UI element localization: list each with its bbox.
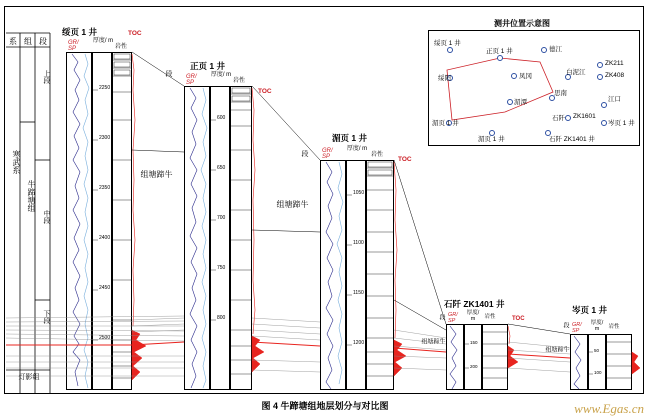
map-node-13[interactable] — [601, 102, 607, 108]
map-label-10: 湄页 1 井 — [432, 120, 459, 127]
map-label-13: 岑页 1 井 — [608, 120, 635, 127]
map-node-1[interactable] — [497, 55, 503, 61]
well4-gr-label: GR/ SP — [572, 322, 582, 334]
well0-depth-2: 2350 — [99, 185, 111, 191]
map-label-7: 白泥江 — [566, 69, 586, 76]
well2-depth-1: 1100 — [353, 240, 364, 246]
map-label-1: 正页 1 井 — [486, 48, 513, 55]
well3-depth-1: 200 — [470, 364, 478, 369]
map-node-0[interactable] — [447, 47, 453, 53]
map-node-5[interactable] — [597, 62, 603, 68]
well2-member-header: 段 — [301, 150, 308, 157]
map-node-12[interactable] — [601, 120, 607, 126]
map-node-2[interactable] — [541, 47, 547, 53]
map-label-16: 湄页 1 井 — [478, 136, 505, 143]
map-node-8[interactable] — [507, 99, 513, 105]
well1-lith-label: 岩性 — [232, 78, 245, 84]
well4-depth-0: 50 — [594, 348, 600, 353]
well0-depth-3: 2400 — [99, 235, 111, 241]
well2-toc-label: TOC — [398, 156, 412, 163]
well-title-1: 正页 1 井 — [190, 61, 225, 71]
well3-toc-label: TOC — [512, 316, 525, 322]
well1-depth-4: 800 — [217, 315, 226, 321]
inset-map-title: 测井位置示意图 — [494, 19, 550, 28]
well1-member-header: 段 — [165, 70, 172, 77]
well3-member-header: 段 — [438, 314, 444, 320]
well1-depth-0: 600 — [217, 115, 226, 121]
well0-toc-label: TOC — [128, 30, 142, 37]
strat-system-label: 寒武系 — [12, 150, 21, 174]
well1-gr-label: GR/ SP — [186, 74, 197, 86]
well2-depth-2: 1150 — [353, 290, 364, 296]
well2-depth-0: 1050 — [353, 190, 365, 196]
well1-toc-label: TOC — [258, 88, 272, 95]
map-node-6[interactable] — [597, 74, 603, 80]
map-label-11: 石阡 — [552, 115, 565, 122]
strat-header-member: 段 — [39, 37, 47, 46]
well3-gr-label: GR/ SP — [448, 312, 458, 324]
map-label-12: ZK1601 — [573, 113, 596, 120]
well3-depth-0: 150 — [470, 340, 478, 345]
map-label-4: 凤冈 — [519, 73, 532, 80]
well4-thickness-label: 厚度/ m — [590, 320, 604, 332]
well1-depth-1: 650 — [217, 165, 226, 171]
well1-depth-3: 750 — [217, 265, 226, 271]
well3-formation-label: 牛蹄塘组 — [420, 338, 444, 344]
map-label-3: 绥阳 — [438, 75, 451, 82]
strat-header-formation: 组 — [24, 37, 32, 46]
well-title-4: 岑页 1 井 — [572, 305, 607, 315]
strat-formation-label: 牛蹄塘组 — [27, 180, 36, 212]
well0-gr-label: GR/ SP — [68, 40, 79, 52]
well2-depth-3: 1200 — [353, 340, 365, 346]
well0-lith-label: 岩性 — [114, 44, 127, 50]
well3-lith-label: 岩性 — [484, 314, 496, 320]
well-title-2: 湄页 1 井 — [332, 133, 367, 143]
strat-member-1: 中段 — [43, 210, 50, 224]
well0-thickness-label: 厚度/ m — [92, 38, 114, 44]
well4-lith-label: 岩性 — [608, 324, 620, 330]
map-label-15: 石阡 ZK1401 井 — [549, 136, 595, 143]
well1-thickness-label: 厚度/ m — [210, 72, 232, 78]
well4-member-header: 段 — [562, 322, 568, 328]
figure-caption: 图 4 牛蹄塘组地层划分与对比图 — [261, 401, 389, 411]
well2-thickness-label: 厚度/ m — [346, 146, 368, 152]
map-label-0: 绥页 1 井 — [434, 40, 461, 47]
strat-bottom-unit: 灯影组 — [18, 374, 40, 381]
well1-formation-label: 牛蹄塘组 — [140, 170, 173, 178]
well1-depth-2: 700 — [217, 215, 226, 221]
well0-depth-4: 2450 — [99, 285, 111, 291]
map-node-4[interactable] — [511, 73, 517, 79]
map-label-8: 湄潭 — [514, 99, 527, 106]
well-title-0: 绥页 1 井 — [62, 27, 97, 37]
well0-depth-5: 2500 — [99, 335, 111, 341]
map-label-9: 思南 — [554, 90, 567, 97]
strat-member-2: 下段 — [43, 310, 50, 324]
map-label-2: 德江 — [549, 46, 562, 53]
watermark: www.Egas.cn — [574, 401, 644, 416]
well2-lith-label: 岩性 — [370, 152, 383, 158]
well3-thickness-label: 厚度/ m — [466, 310, 480, 322]
well-title-3: 石阡 ZK1401 井 — [444, 299, 505, 309]
map-label-14: 江口 — [608, 96, 621, 103]
map-label-6: ZK408 — [605, 72, 625, 79]
map-label-5: ZK211 — [605, 60, 624, 67]
well4-depth-1: 100 — [594, 370, 602, 375]
strat-member-0: 上段 — [43, 70, 50, 84]
well0-depth-0: 2250 — [99, 85, 111, 91]
well4-formation-label: 牛蹄塘组 — [544, 346, 568, 352]
well0-depth-1: 2300 — [99, 135, 111, 141]
map-node-11[interactable] — [565, 115, 571, 121]
well2-gr-label: GR/ SP — [322, 148, 333, 160]
well2-formation-label: 牛蹄塘组 — [276, 200, 309, 208]
strat-header-system: 系 — [9, 37, 17, 46]
